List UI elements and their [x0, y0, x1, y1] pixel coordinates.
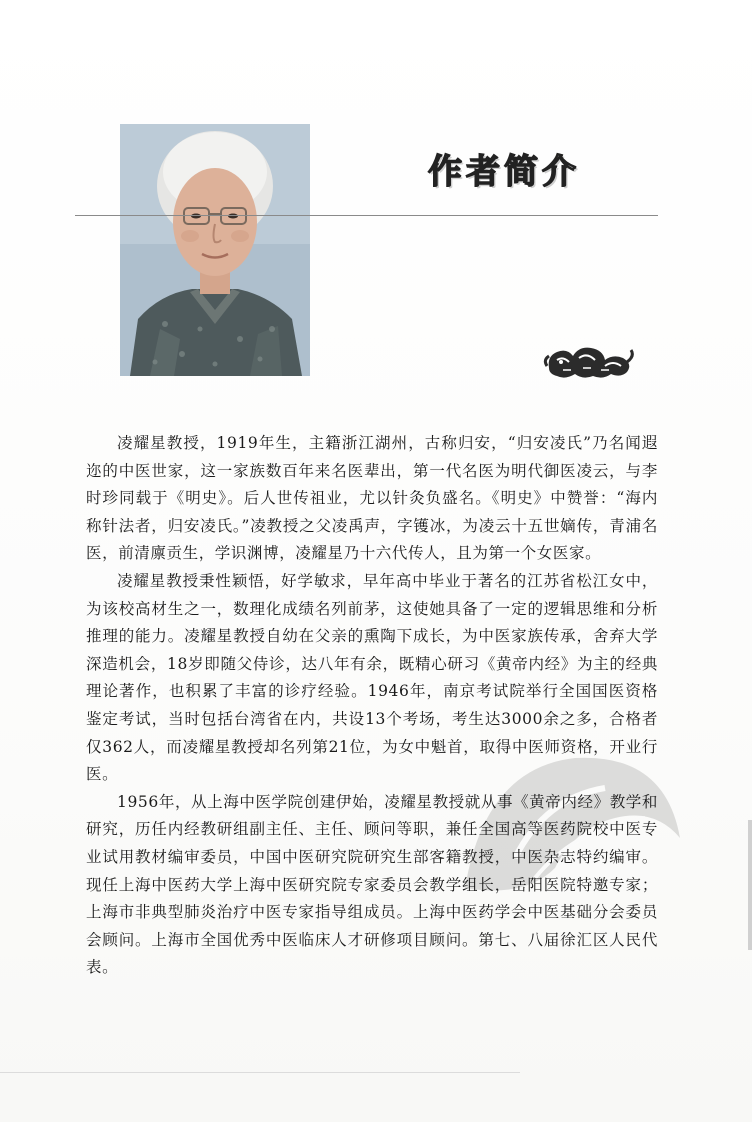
author-bio [86, 430, 658, 982]
title-divider [75, 215, 658, 216]
bio-paragraph: 1956年，从上海中医学院创建伊始，凌耀星教授就从事《黄帝内经》教学和研究，历任内经教研组副主任、主任、顾问等职，兼任全国高等医药院校中医专业试用教材编审委员，中国中医研究院研究生部客籍教授，中医杂志特约编审。现任上海中医药大学上海中医研究院专家委员会教学组长，岳阳医院特邀专家；上海市非典型肺炎治疗中医专家指导组成员。上海中医药学会中医基础分会委员会顾问。上海市全国优秀中医临床人才研修项目顾问。第七、八届徐汇区人民代表。 [86, 792, 658, 977]
dragon-ornament-icon [543, 338, 635, 382]
bio-paragraph: 凌耀星教授，1919年生，主籍浙江湖州，古称归安，“归安凌氏”乃名闻遐迩的中医世家，这一家族数百年来名医辈出，第一代名医为明代御医凌云，与李时珍同载于《明史》。后人世传祖业，尤以针灸负盛名。《明史》中赞誉：“海内称针法者，归安凌氏。”凌教授之父凌禹声，字镬冰，为凌云十五世嫡传，青浦名医，前清廪贡生，学识渊博，凌耀星乃十六代传人，且为第一个女医家。 [86, 434, 658, 563]
page-title: 作者简介 [428, 152, 580, 192]
bio-paragraph: 凌耀星教授秉性颖悟，好学敏求，早年高中毕业于著名的江苏省松江女中，为该校高材生之一，数理化成绩名列前茅，这使她具备了一定的逻辑思维和分析推理的能力。凌耀星教授自幼在父亲的熏陶下成长，为中医家族传承，舍弃大学深造机会，18岁即随父侍诊，达八年有余，既精心研习《黄帝内经》为主的经典理论著作，也积累了丰富的诊疗经验。1946年，南京考试院举行全国国医资格鉴定考试，当时包括台湾省在内，共设13个考场，考生达3000余之多，合格者仅362人，而凌耀星教授却名列第21位，为女中魁首，取得中医师资格，开业行医。 [86, 571, 658, 784]
page-edge-shadow [748, 820, 752, 950]
author-photo [120, 124, 310, 376]
author-portrait-image [120, 124, 310, 376]
bottom-divider [0, 1072, 520, 1073]
